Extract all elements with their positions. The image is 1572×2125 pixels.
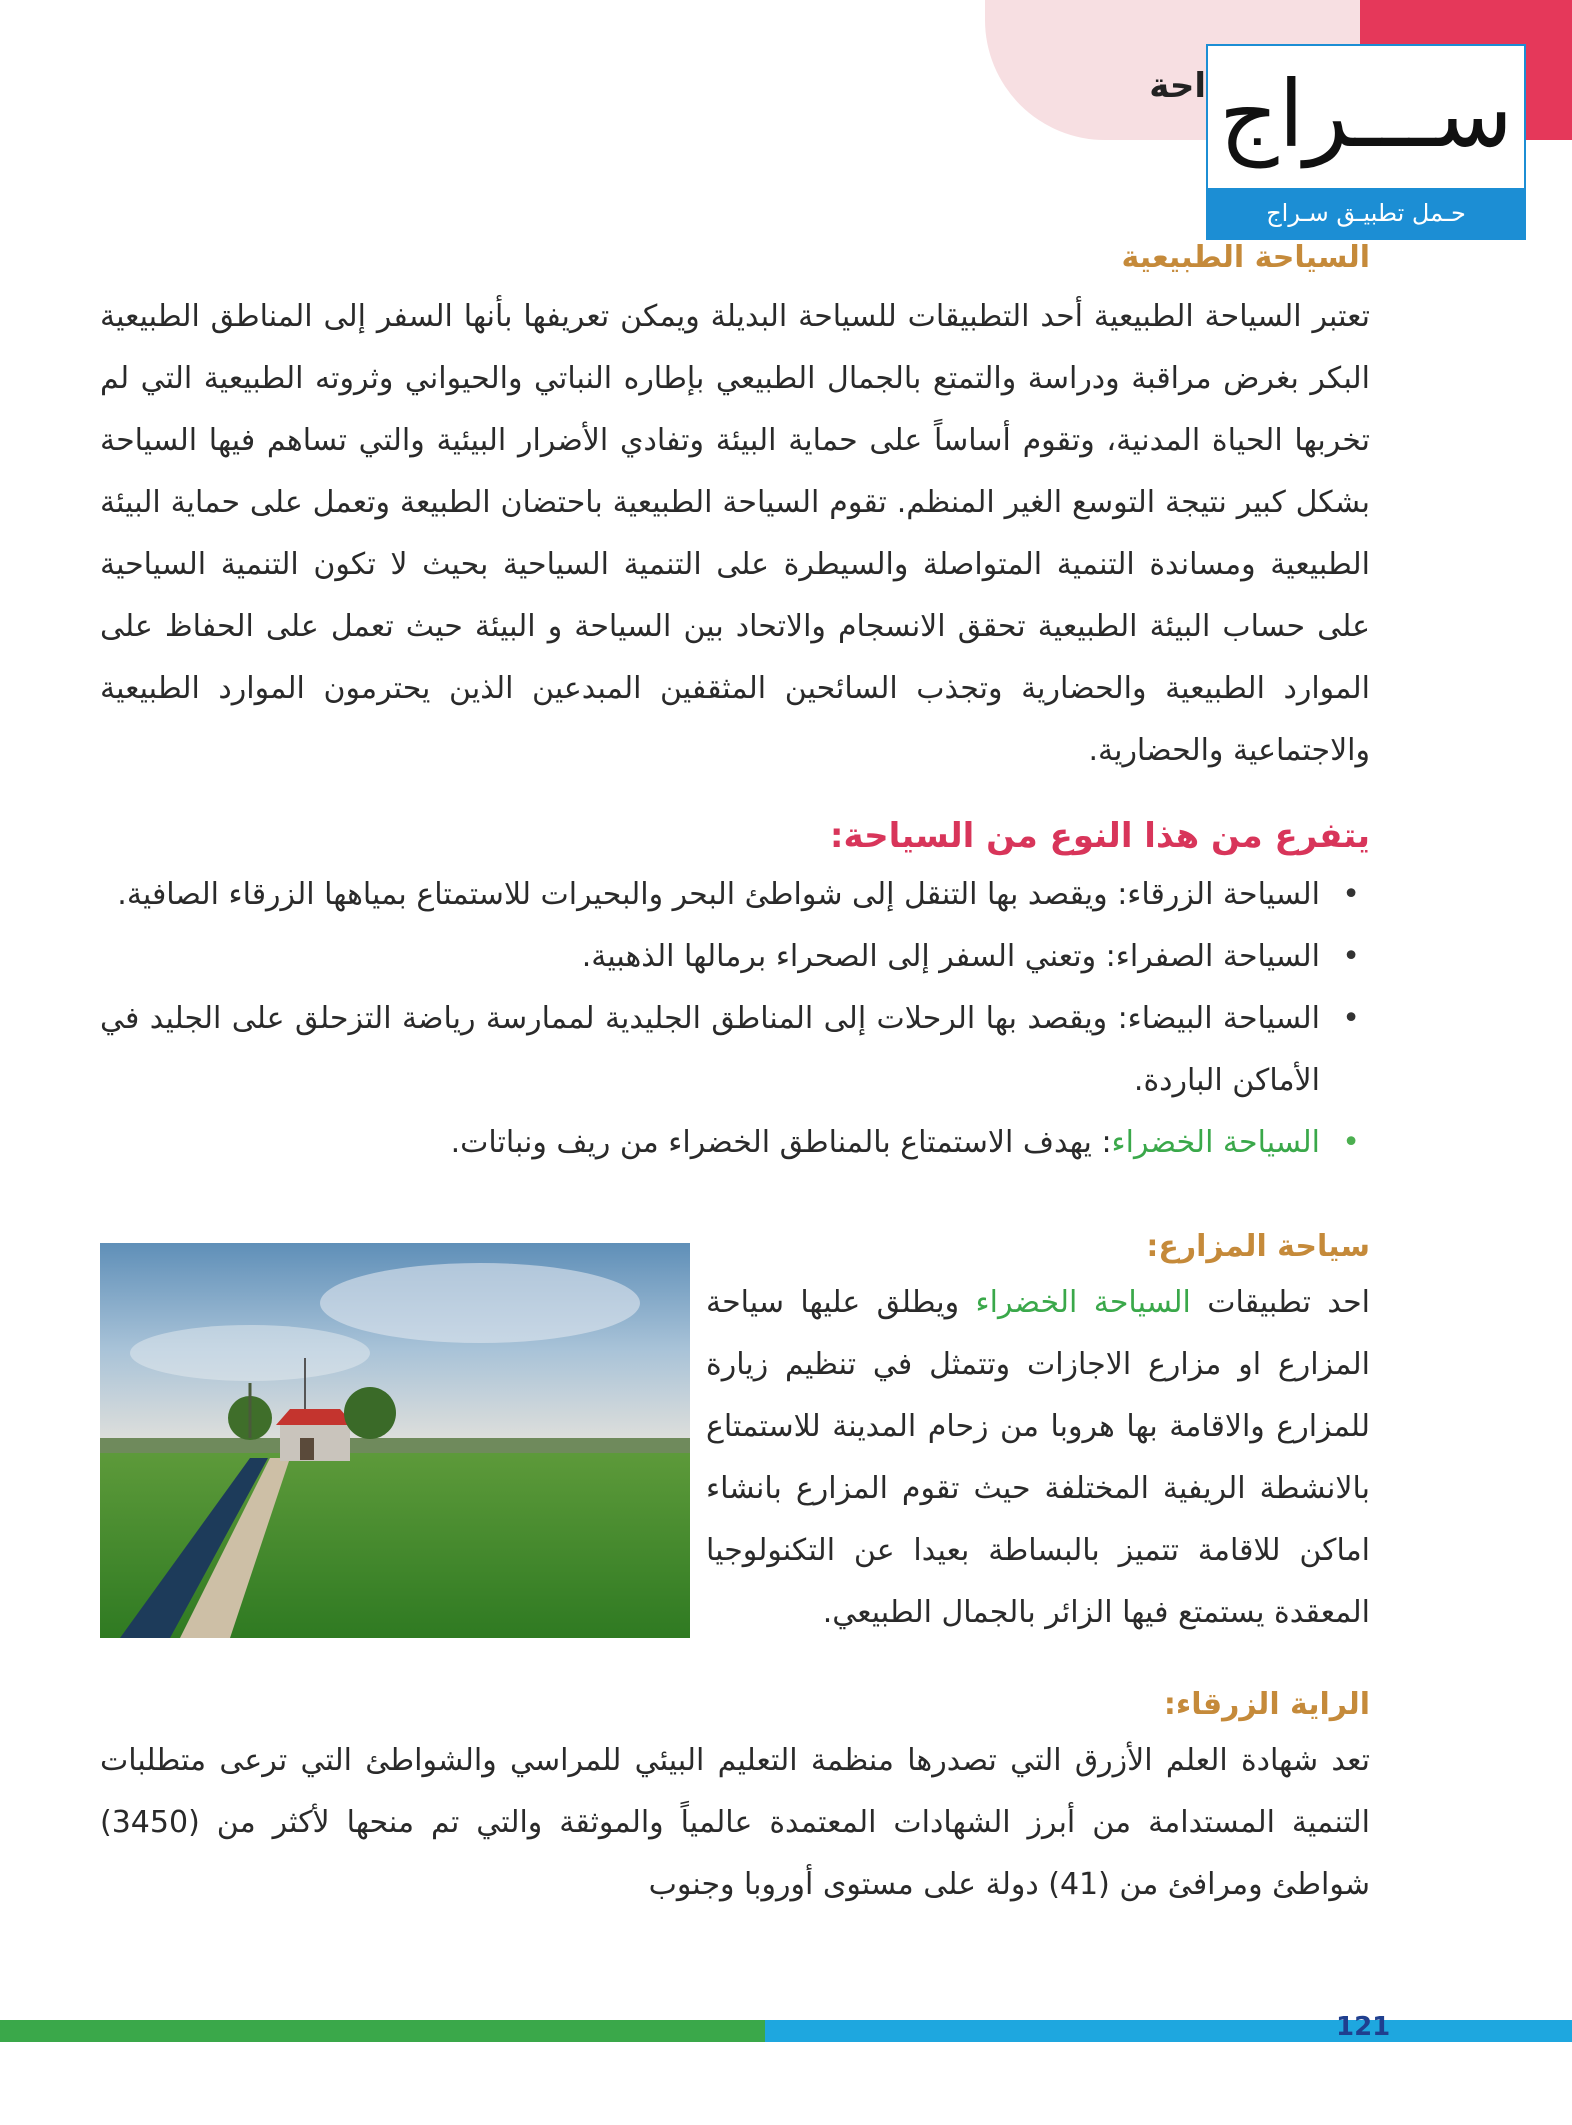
rice-field-photo (100, 1243, 690, 1638)
blue-flag-heading: الراية الزرقاء: (1163, 1687, 1370, 1722)
branches-list (100, 864, 1370, 1174)
footer-bar-green (0, 2020, 765, 2042)
list-item (100, 988, 1320, 1112)
bullet-text: ويقصد بها التنقل إلى شواطئ البحر والبحيرات للاستمتاع بمياهها الزرقاء الصافية. (117, 877, 1118, 912)
list-item (100, 1112, 1320, 1174)
section-paragraph: تعتبر السياحة الطبيعية أحد التطبيقات للسياحة البديلة ويمكن تعريفها بأنها السفر إلى المناطق الطبيعية البكر بغرض مراقبة ودراسة والتمتع بالجمال الطبيعي بإطاره النباتي والحيواني وثروته الطبيعية التي لم تخربها الحياة المدنية، وتقوم أساساً على حماية البيئة وتفادي الأضرار البيئية والتي تساهم فيها السياحة بشكل كبير نتيجة التوسع الغير المنظم. تقوم السياحة الطبيعية باحتضان الطبيعة وتعمل على حماية البيئة الطبيعية ومساندة التنمية المتواصلة والسيطرة على التنمية السياحية بحيث لا تكون التنمية السياحية على حساب البيئة الطبيعية تحقق الانسجام والاتحاد بين السياحة و البيئة حيث تعمل على الحفاظ على الموارد الطبيعية والحضارية وتجذب السائحين المثقفين المبدعين الذين يحترمون الموارد الطبيعية والاجتماعية والحضارية. (100, 299, 1370, 768)
logo-tagline: حـمل تطبيـق سـراج (1208, 188, 1524, 238)
branches-section (100, 808, 1370, 1174)
blue-flag-section (100, 1680, 1370, 1916)
natural-tourism-section (100, 236, 1370, 782)
page-title: احة (1149, 66, 1206, 106)
farm-heading: سياحة المزارع: (1146, 1229, 1370, 1264)
section-heading: السياحة الطبيعية (1121, 240, 1370, 275)
page-number: 121 (1336, 2012, 1391, 2042)
rice-field-illustration (100, 1243, 690, 1638)
farm-paragraph (706, 1272, 1370, 1644)
farm-green-term: السياحة الخضراء (975, 1285, 1191, 1320)
blue-flag-paragraph: تعد شهادة العلم الأزرق التي تصدرها منظمة التعليم البيئي للمراسي والشواطئ التي ترعى متطلبات التنمية المستدامة من أبرز الشهادات المعتمدة عالمياً والموثقة والتي تم منحها لأكثر من (3450) شواطئ ومرافئ من (41) دولة على مستوى أوروبا وجنوب (100, 1743, 1370, 1902)
bullet-text: ويقصد بها الرحلات إلى المناطق الجليدية لممارسة رياضة التزحلق على الجليد في الأماكن الباردة. (100, 1001, 1320, 1098)
siraj-logo[interactable] (1206, 44, 1526, 240)
branches-heading: يتفرع من هذا النوع من السياحة: (829, 816, 1370, 856)
bullet-term: السياحة البيضاء: (1117, 1001, 1320, 1036)
list-item (100, 926, 1320, 988)
bullet-text: وتعني السفر إلى الصحراء برمالها الذهبية. (581, 939, 1106, 974)
bullet-term: السياحة الصفراء: (1105, 939, 1320, 974)
list-item (100, 864, 1320, 926)
bullet-term-green: السياحة الخضراء (1111, 1125, 1320, 1160)
farm-text-after: ويطلق عليها سياحة المزارع او مزارع الاجازات وتتمثل في تنظيم زيارة للمزارع والاقامة بها هروبا من زحام المدينة للاستمتاع بالانشطة الريفية المختلفة حيث تقوم المزارع بانشاء اماكن للاقامة تتميز بالبساطة بعيدا عن التكنولوجيا المعقدة يستمتع فيها الزائر بالجمال الطبيعي. (706, 1285, 1370, 1630)
footer-bar-blue (765, 2020, 1572, 2042)
bullet-term: السياحة الزرقاء: (1117, 877, 1320, 912)
logo-word: ســـراج (1219, 61, 1513, 168)
farm-text-before: احد تطبيقات (1190, 1285, 1370, 1320)
farm-tourism-section (706, 1222, 1370, 1644)
bullet-text: : يهدف الاستمتاع بالمناطق الخضراء من ريف ونباتات. (450, 1125, 1112, 1160)
